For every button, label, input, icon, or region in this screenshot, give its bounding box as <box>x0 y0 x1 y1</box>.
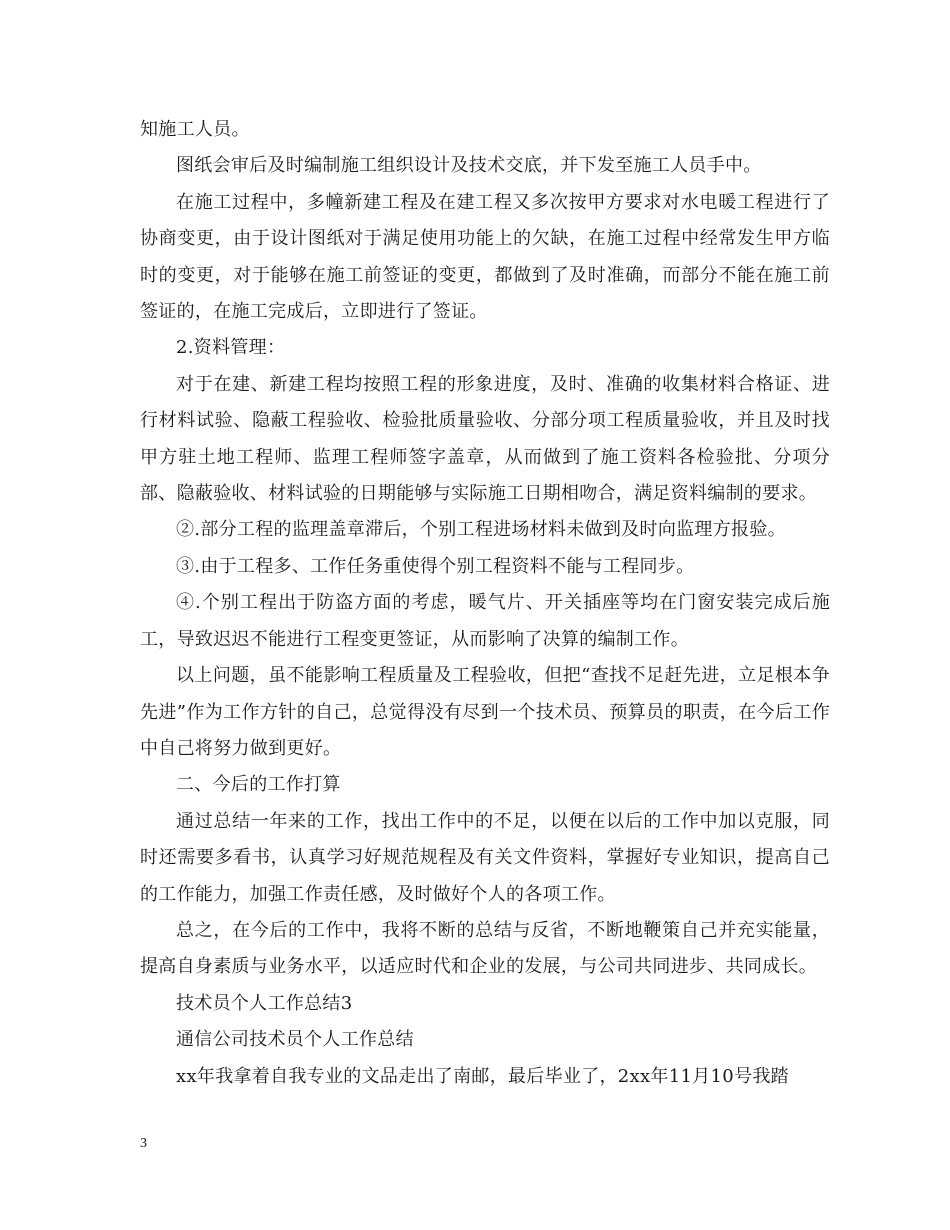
paragraph: 知施工人员。 <box>140 119 250 140</box>
paragraph: 通过总结一年来的工作，找出工作中的不足，以便在以后的工作中加以克服，同时还需要多看书，认真学习好规范规程及有关文件资料，掌握好专业知识，提高自己的工作能力，加强工作责任感，及时做好个人的各项工作。 <box>140 810 830 905</box>
paragraph: 以上问题，虽不能影响工程质量及工程验收，但把“查找不足赶先进，立足根本争先进”作为工作方针的自己，总觉得没有尽到一个技术员、预算员的职责，在今后工作中自己将努力做到更好。 <box>140 665 830 759</box>
section-title: 技术员个人工作总结3 <box>176 992 353 1014</box>
list-item: ③.由于工程多、工作任务重使得个别工程资料不能与工程同步。 <box>176 555 695 577</box>
list-item: ④.个别工程出于防盗方面的考虑，暖气片、开关插座等均在门窗安装完成后施工，导致迟迟不能进行工程变更签证，从而影响了决算的编制工作。 <box>140 592 830 650</box>
list-item: ②.部分工程的监理盖章滞后，个别工程进场材料未做到及时向监理方报验。 <box>176 519 786 541</box>
paragraph: 图纸会审后及时编制施工组织设计及技术交底，并下发至施工人员手中。 <box>176 155 762 177</box>
document-body <box>140 112 830 1095</box>
page-number: 3 <box>140 1136 147 1151</box>
paragraph: 对于在建、新建工程均按照工程的形象进度，及时、准确的收集材料合格证、进行材料试验、隐蔽工程验收、检验批质量验收、分部分项工程质量验收，并且及时找甲方驻土地工程师、监理工程师签字盖章，从而做到了施工资料各检验批、分项分部、隐蔽验收、材料试验的日期能够与实际施工日期相吻合，满足资料编制的要求。 <box>140 373 830 505</box>
section-subtitle: 通信公司技术员个人工作总结 <box>176 1029 414 1051</box>
paragraph: 总之，在今后的工作中，我将不断的总结与反省，不断地鞭策自己并充实能量，提高自身素质与业务水平，以适应时代和企业的发展，与公司共同进步、共同成长。 <box>140 919 830 978</box>
section-heading: 二、今后的工作打算 <box>176 774 341 796</box>
paragraph: xx年我拿着自我专业的文品走出了南邮，最后毕业了，2xx年11月10号我踏 <box>176 1065 789 1087</box>
section-heading: 2.资料管理： <box>176 337 286 359</box>
paragraph: 在施工过程中，多幢新建工程及在建工程又多次按甲方要求对水电暖工程进行了协商变更，由于设计图纸对于满足使用功能上的欠缺，在施工过程中经常发生甲方临时的变更，对于能够在施工前签证的变更，都做到了及时准确，而部分不能在施工前签证的，在施工完成后，立即进行了签证。 <box>140 191 830 323</box>
